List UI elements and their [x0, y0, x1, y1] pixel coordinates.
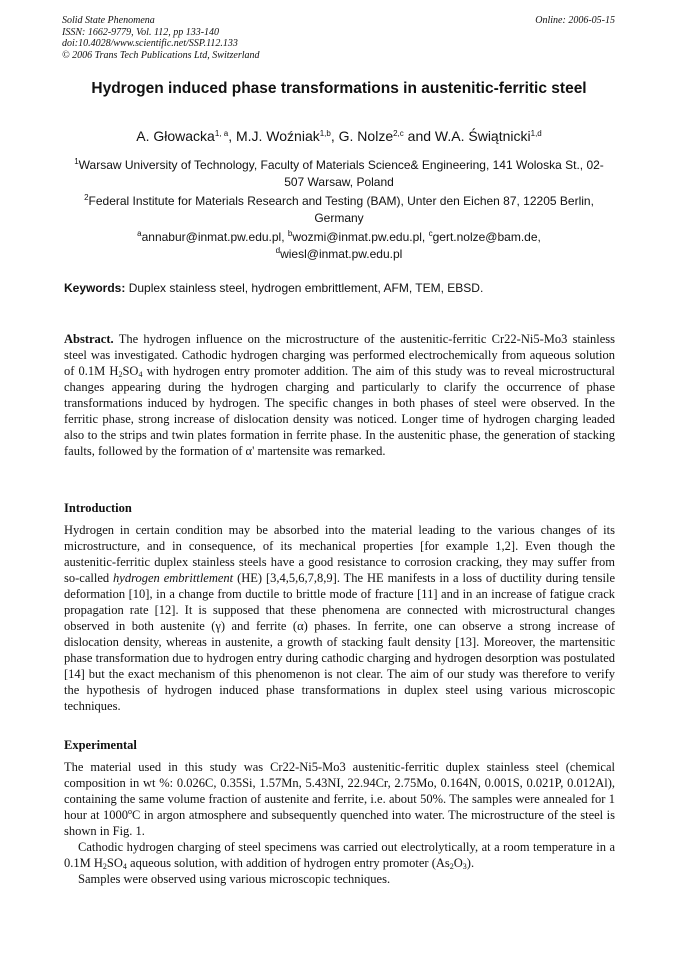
email-link[interactable]: annabur@inmat.pw.edu.pl [141, 230, 282, 244]
email-link[interactable]: gert.nolze@bam.de [432, 230, 538, 244]
abstract: Abstract. The hydrogen influence on the microstructure of the austenitic-ferritic Cr22-Ni5-Mo3 stainless steel was investigated. Cathodic hydrogen charging was performed electrochemically from aqueous solution of 0.1M $H_2SO_4$ with hydrogen entry promoter addition. The aim of this study was to reveal microstructural changes appearing during the hydrogen charging and particularly to clarify the occurrence of phase transformations induced by hydrogen. The specific changes in both phases of steel were observed. In the ferritic phase, strong increase of dislocation density was noticed. Longer time of hydrogen charging leaded also to the strips and twin plates formation in ferrite phase. In the austenitic phase, the generation of stacking faults, followed by the formation of α' martensite was remarked. [64, 332, 616, 458]
author-sup: 1,d [530, 129, 542, 138]
author-sup: 1,b [319, 129, 331, 138]
author-sup: 2,c [393, 129, 404, 138]
affiliation-2: $^2$Federal Institute for Materials Research and Testing (BAM), Unter den Eichen 87, 12205 Berlin, Germany [84, 193, 594, 225]
issn-line: ISSN: 1662-9779, Vol. 112, pp 133-140 [62, 26, 220, 38]
email-link[interactable]: wiesl@inmat.pw.edu.pl [280, 247, 403, 261]
author-name: A. Głowacka [136, 128, 215, 144]
keywords [64, 281, 624, 295]
email-list: $^a$annabur@inmat.pw.edu.pl, $^b$wozmi@inmat.pw.edu.pl, $^c$gert.nolze@bam.de, $^d$wiesl@inmat.pw.edu.pl [137, 229, 541, 261]
author-name: G. Nolze [338, 128, 394, 144]
journal-info [62, 15, 260, 61]
experimental-paragraph-3: Samples were observed using various microscopic techniques. [78, 872, 391, 886]
paper-title: Hydrogen induced phase transformations in austenitic-ferritic steel [91, 80, 587, 97]
author-name: W.A. Świątnicki [434, 128, 531, 144]
author-name: M.J. Woźniak [235, 128, 320, 144]
copyright-line: © 2006 Trans Tech Publications Ltd, Switzerland [62, 49, 260, 61]
section-heading-introduction: Introduction [64, 501, 132, 515]
journal-name: Solid State Phenomena [62, 15, 155, 26]
author-list: A. Głowacka$^{1, a}$, M.J. Woźniak$^{1,b}$, G. Nolze$^{2,c}$ and W.A. Świątnicki$^{1,d}$ [136, 128, 542, 144]
author-sup: 1, a [214, 129, 229, 138]
email-link[interactable]: wozmi@inmat.pw.edu.pl [292, 230, 422, 244]
keywords-text: Duplex stainless steel, hydrogen embrittlement, AFM, TEM, EBSD. [128, 281, 484, 295]
introduction-paragraph: Hydrogen in certain condition may be absorbed into the material leading to the various changes of its microstructure, and in consequence, of its mechanical properties [for example 1,2]. Even though the austenitic-ferritic duplex stainless steels have a good resistance to corrosion cracking, they may suffer from so-called hydrogen embrittlement (HE) [3,4,5,6,7,8,9]. The HE manifests in a loss of ductility during tensile deformation [10], in a change from ductile to brittle mode of fracture [11] and in an increase of fatigue crack propagation rate [12]. It is supposed that these phenomena are connected with microstructural changes observed in both austenite (γ) and ferrite (α) phases. In ferrite, one can observe a strong increase of dislocation density, whereas in austenite, a growth of stacking fault density [13]. Moreover, the martensitic phase transformation due to hydrogen entry during cathodic charging and hydrogen desorption was postulated [14] but the exact mechanism of this phenomenon is not clear. The aim of our study was therefore to verify the hypothesis of hydrogen induced phase transformations in duplex steel using various microscopic techniques. [64, 523, 615, 713]
experimental-section [64, 759, 615, 887]
affiliation-1: $^1$Warsaw University of Technology, Faculty of Materials Science& Engineering, 141 Woloska St., 02-507 Warsaw, Poland [74, 157, 604, 189]
abstract-label: Abstract. [64, 332, 114, 346]
online-date: Online: 2006-05-15 [535, 15, 615, 26]
keywords-label: Keywords: [64, 281, 126, 295]
section-heading-experimental: Experimental [64, 738, 137, 752]
experimental-paragraph-2: Cathodic hydrogen charging of steel specimens was carried out electrolytically, at a room temperature in a 0.1M $H_2SO_4$ aqueous solution, with addition of hydrogen entry promoter $(As_2O_3)$. [64, 840, 615, 871]
experimental-paragraph-1: The material used in this study was Cr22-Ni5-Mo3 austenitic-ferritic duplex stainless steel (chemical composition in wt %: 0.026C, 0.35Si, 1.57Mn, 5.43NI, 22.94Cr, 2.75Mo, 0.164N, 0.001S, 0.021P, 0.012Al), containing the same volume fraction of austenite and ferrite, i.e. about 50%. The samples were annealed for 1 hour at 1000$^o$C in argon atmosphere and subsequently quenched into water. The microstructure of the steel is shown in Fig. 1. [64, 760, 615, 838]
doi-line: doi:10.4028/www.scientific.net/SSP.112.133 [62, 38, 238, 49]
